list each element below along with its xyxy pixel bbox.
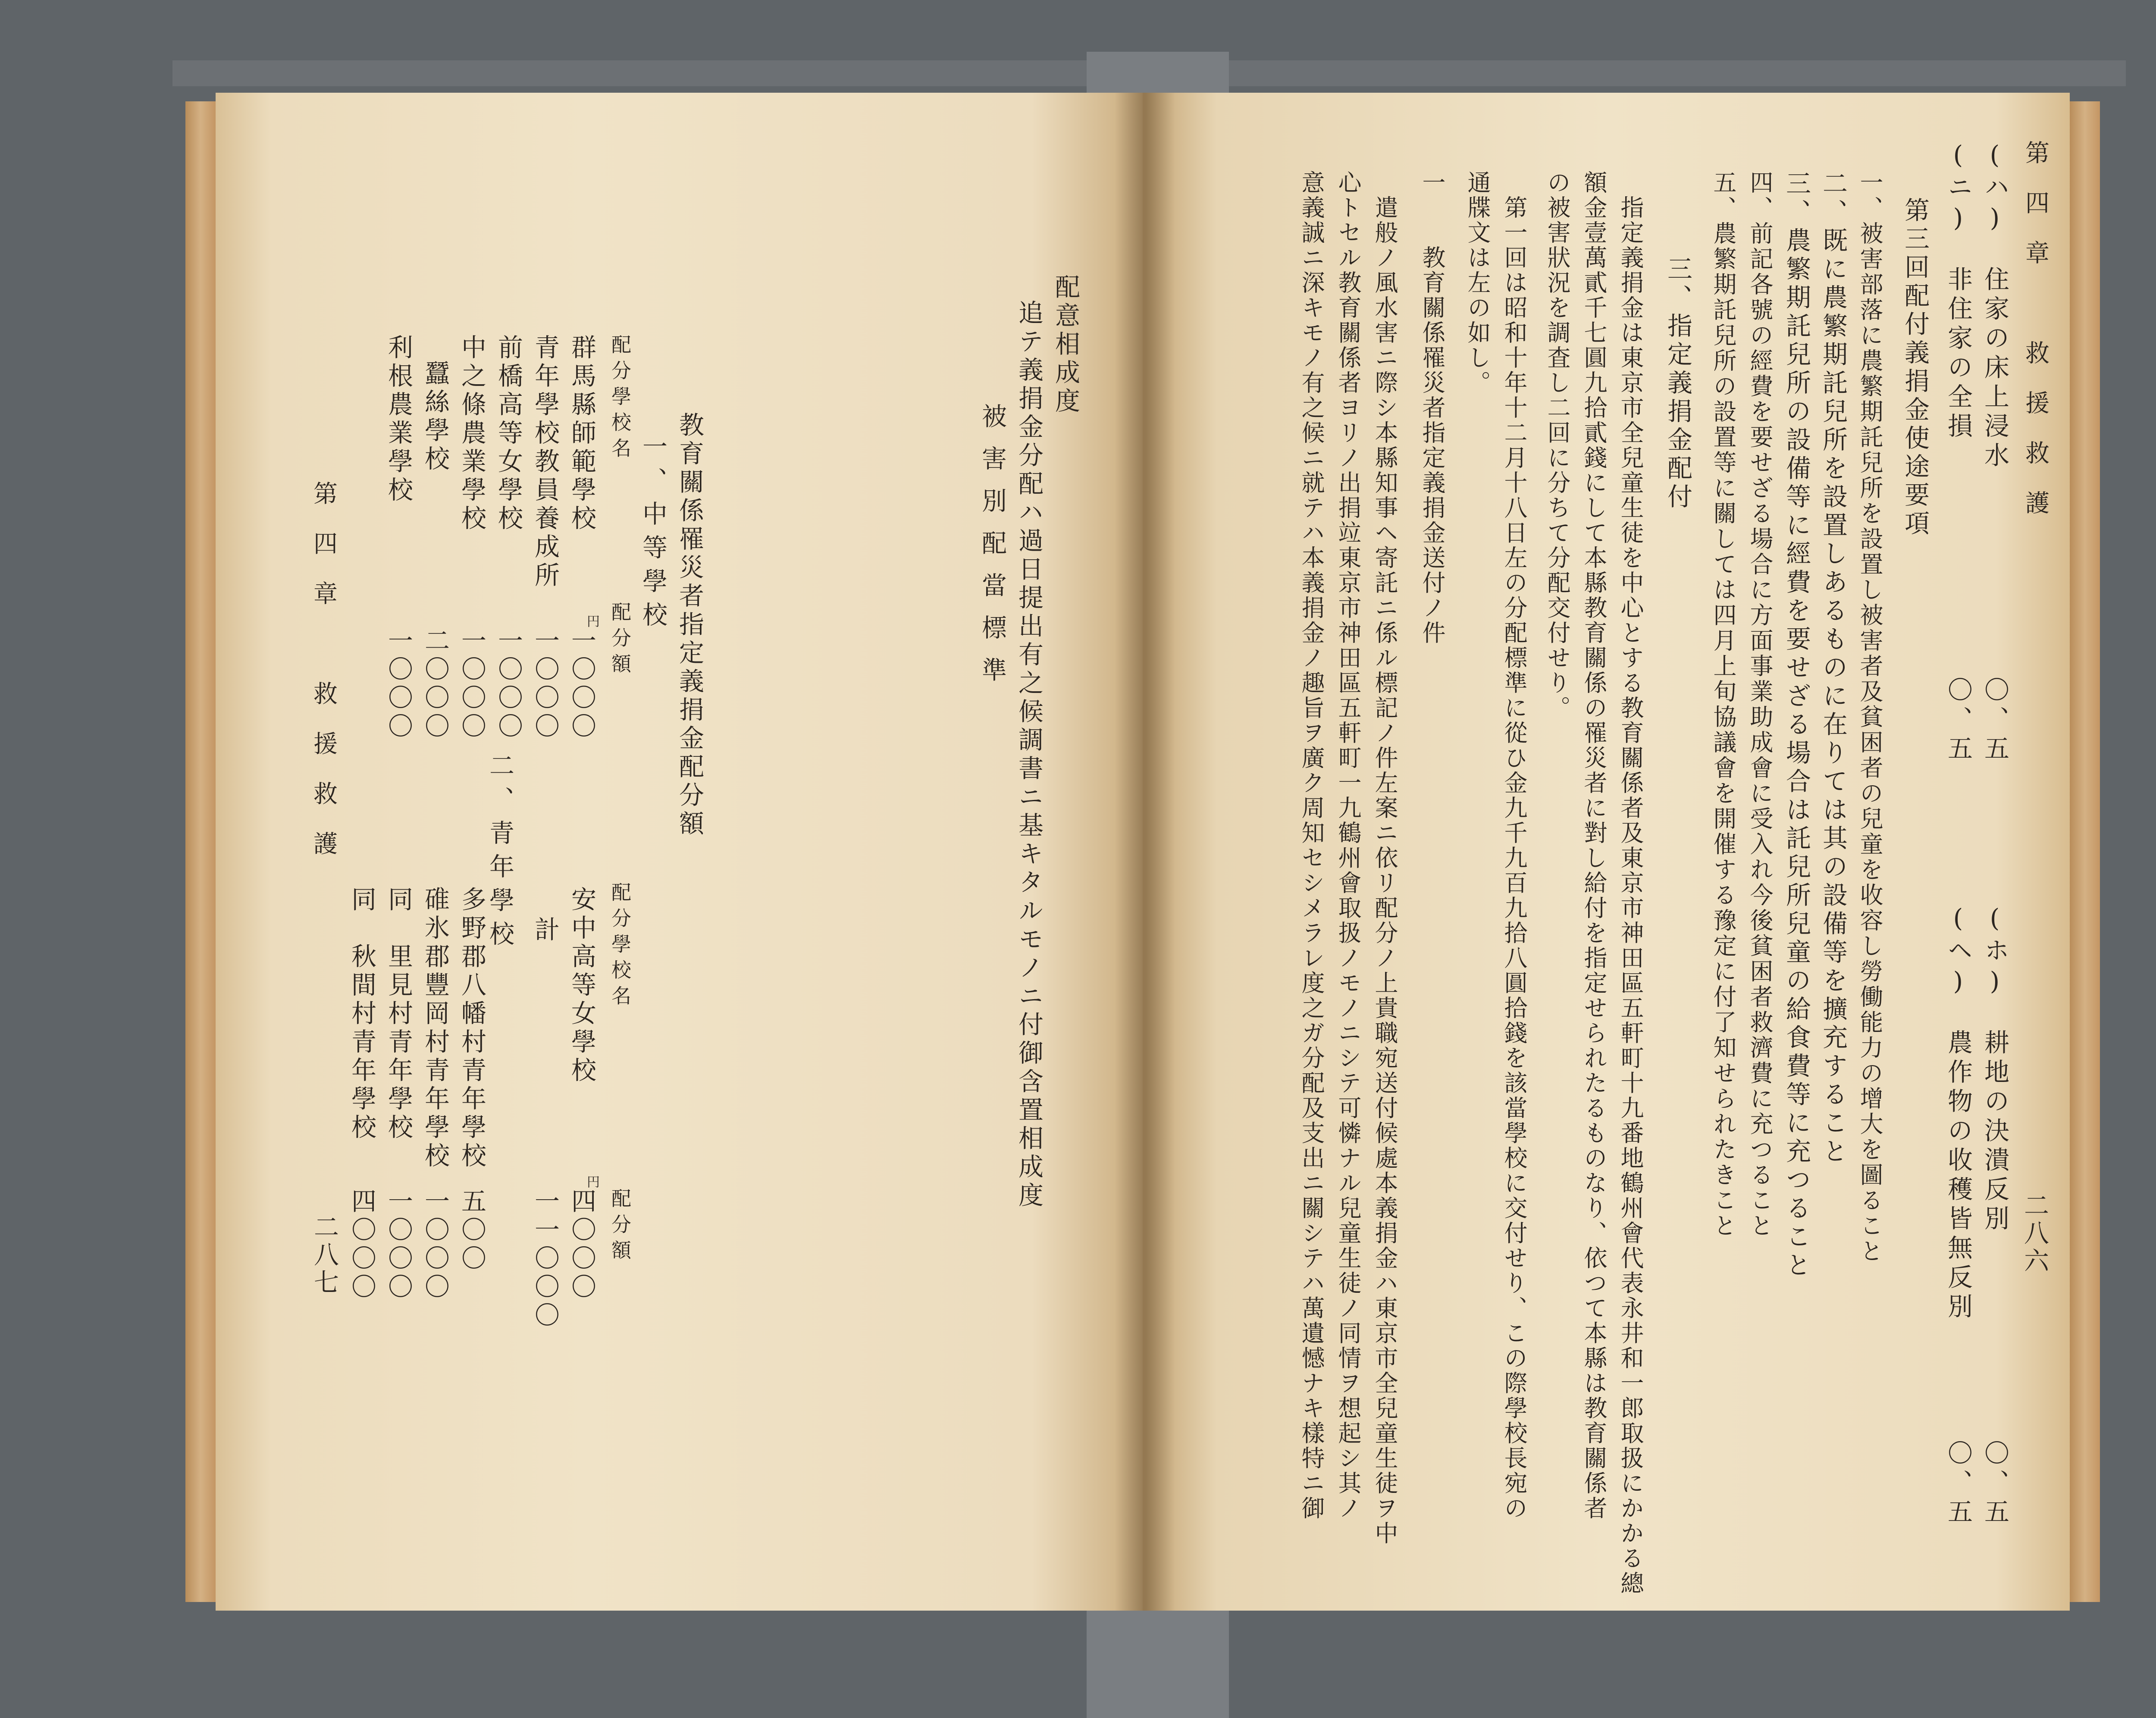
middle-school-name: 蠶絲學校 (420, 360, 450, 474)
youth-school-name: 安中高等女學校 (567, 886, 596, 1085)
middle-school-name: 青年學校教員養成所 (530, 334, 560, 590)
table1-title: 被害別配當標準 (978, 403, 1007, 699)
right-line-3: (ホ) 耕地の決潰反別 〇、五 (1980, 903, 2009, 1528)
book-gutter (1115, 93, 1175, 1611)
right-page-header: 第四章 救援救護 (2021, 140, 2049, 540)
middle-school-amount: 二〇〇〇 (420, 627, 450, 741)
middle-school-amount: 一〇〇〇 (494, 627, 523, 741)
right-line-6: 一、被害部落に農繁期託兒所を設置し被害者及貧困者の兒童を收容し勞働能力の增大を圖ること (1856, 170, 1883, 1264)
youth-school-name: 碓氷郡豐岡村青年學校 (420, 886, 450, 1171)
right-page-edge (2070, 101, 2100, 1602)
right-line-11: 三、指定義捐金配付 (1663, 170, 1692, 512)
youth-school-name: 多野郡八幡村青年學校 (457, 886, 486, 1171)
youth-school-name: 同 秋間村青年學校 (347, 886, 376, 1142)
middle-school-amount: 一〇〇〇 (457, 627, 486, 741)
right-page-number: 二八六 (2020, 1192, 2049, 1275)
right-page (1143, 93, 2070, 1611)
youth-col-school: 配分學校名 (608, 882, 632, 1011)
middle-col-school: 配分學校名 (608, 334, 632, 464)
middle-col-amount: 配分額 (608, 602, 632, 679)
left-page-number: 二八七 (310, 1214, 339, 1297)
youth-school-name: 計 (530, 916, 560, 945)
right-line-10: 五、農繁期託兒所の設置等に關しては四月上旬協議會を開催する豫定に付了知せられたきこと (1710, 170, 1737, 1239)
right-line-19: 心トセル教育關係者ヨリノ出捐竝東京市神田區五軒町一九鶴州會取扱ノモノニシテ可憐ナル兒童生徒ノ同情ヲ想起シ其ノ (1335, 170, 1362, 1521)
right-line-20: 意義誠ニ深キモノ有之候ニ就テハ本義捐金ノ趣旨ヲ廣ク周知セシメラレ度之ガ分配及支出ニ關シテハ萬遺憾ナキ樣特ニ御 (1298, 170, 1325, 1521)
right-line-2: (ニ) 非住家の全損 〇、五 (1943, 140, 1973, 765)
right-line-16: 通牒文は左の如し。 (1464, 170, 1491, 395)
middle-school-name: 中之條農業學校 (457, 334, 486, 533)
right-line-12: 指定義捐金は東京市全兒童生徒を中心とする教育關係者及東京市神田區五軒町十九番地鶴州會代表永井和一郎取扱にかかる總 (1617, 170, 1644, 1596)
left-page-edge (185, 101, 216, 1602)
youth-school-amount: 五〇〇 (457, 1188, 486, 1273)
right-line-7: 二、既に農繁期託兒所を設置しあるものに在りては其の設備等を擴充すること (1818, 170, 1848, 1166)
right-line-18: 遣般ノ風水害ニ際シ本縣知事ヘ寄託ニ係ル標記ノ件左案ニ依リ配分ノ上貴職宛送付候處本義捐金ハ東京市全兒童生徒ヲ中 (1371, 170, 1398, 1546)
youth-school-amount: 一一〇〇〇 (530, 1188, 560, 1330)
middle-school-name: 群馬縣師範學校 (567, 334, 596, 533)
intro-line-2: 追テ義捐金分配ハ過日提出有之候調書ニ基キタルモノニ付御含置相成度 (1014, 300, 1044, 1210)
youth-col-amount: 配分額 (608, 1188, 632, 1266)
right-line-9: 四、前記各號の經費を要せざる場合に方面事業助成會に受入れ今後貧困者救濟費に充つること (1746, 170, 1774, 1239)
left-page-header: 第四章 救援救護 (310, 481, 338, 881)
right-line-5: 第三回配付義捐金使途要項 (1900, 140, 1930, 539)
middle-unit: 円 (584, 614, 599, 629)
right-line-14: の被害狀況を調査し二回に分ちて分配交付せり。 (1544, 170, 1571, 721)
middle-school-name: 利根農業學校 (384, 334, 413, 505)
middle-school-amount: 一〇〇〇 (530, 627, 560, 741)
middle-school-heading: 一、中等學校 (638, 433, 667, 635)
youth-school-amount: 四〇〇〇 (567, 1188, 596, 1302)
youth-school-heading: 二、青年學校 (485, 752, 514, 954)
youth-unit: 円 (584, 1175, 599, 1190)
right-line-1: (ハ) 住家の床上浸水 〇、五 (1980, 140, 2009, 765)
right-line-4: (ヘ) 農作物の收穫皆無反別 〇、五 (1943, 903, 1973, 1528)
youth-school-amount: 一〇〇〇 (384, 1188, 413, 1302)
middle-school-amount: 一〇〇〇 (567, 627, 596, 741)
right-line-13: 額金壹萬貳千七圓九拾貳錢にして本縣教育關係の罹災者に對し給付を指定せられたるものなり、依つて本縣は教育關係者 (1580, 170, 1608, 1521)
left-page (216, 93, 1143, 1611)
intro-line-1: 配意相成度 (1051, 274, 1080, 416)
youth-school-name: 同 里見村青年學校 (384, 886, 413, 1142)
table2-title: 教育關係罹災者指定義捐金配分額 (675, 412, 704, 839)
open-book (185, 93, 2113, 1611)
middle-school-amount: 一〇〇〇 (384, 627, 413, 741)
youth-school-amount: 四〇〇〇 (347, 1188, 376, 1302)
right-line-15: 第一回は昭和十年十二月十八日左の分配標準に從ひ金九千九百九拾八圓拾錢を該當學校に交付せり、この際學校長宛の (1501, 170, 1528, 1521)
middle-school-name: 前橋高等女學校 (494, 334, 523, 533)
right-line-8: 三、農繁期託兒所の設備等に經費を要せざる場合は託兒所兒童の給食費等に充つること (1782, 170, 1811, 1280)
youth-school-amount: 一〇〇〇 (420, 1188, 450, 1302)
right-line-17: 一 教育關係罹災者指定義捐金送付ノ件 (1419, 170, 1446, 646)
